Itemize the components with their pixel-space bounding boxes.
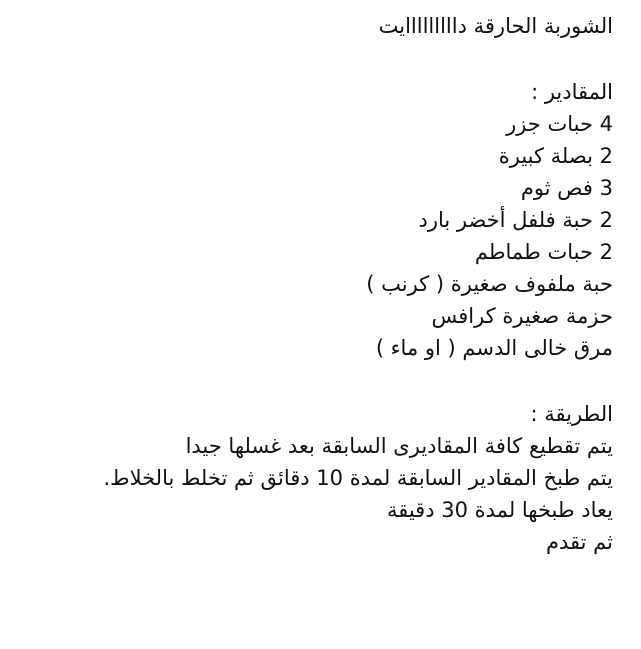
ingredient-item: 2 حبات طماطم: [474, 240, 613, 264]
ingredient-item: 2 حبة فلفل أخضر بارد: [418, 208, 613, 232]
ingredient-item: حزمة صغيرة كرافس: [431, 304, 613, 328]
method-step: يتم تقطيع كافة المقاديرى السابقة بعد غسلها جيدا: [185, 434, 613, 458]
ingredients-heading: المقادير :: [531, 80, 613, 104]
method-heading: الطريقة :: [530, 402, 613, 426]
method-step: يعاد طبخها لمدة 30 دقيقة: [386, 498, 613, 522]
ingredient-item: حبة ملفوف صغيرة ( كرنب ): [366, 272, 613, 296]
method-step: يتم طبخ المقادير السابقة لمدة 10 دقائق ثم تخلط بالخلاط.: [103, 466, 613, 490]
spacer: [13, 42, 613, 76]
ingredient-item: مرق خالى الدسم ( او ماء ): [375, 336, 613, 360]
ingredient-item: 3 فص ثوم: [520, 176, 613, 200]
ingredient-item: 4 حبات جزر: [506, 112, 613, 136]
spacer: [13, 364, 613, 398]
ingredient-item: 2 بصلة كبيرة: [498, 144, 613, 168]
method-step: ثم تقدم: [546, 530, 613, 554]
recipe-text: [13, 10, 613, 558]
recipe-title: الشوربة الحارقة دااااااااايت: [378, 14, 613, 38]
